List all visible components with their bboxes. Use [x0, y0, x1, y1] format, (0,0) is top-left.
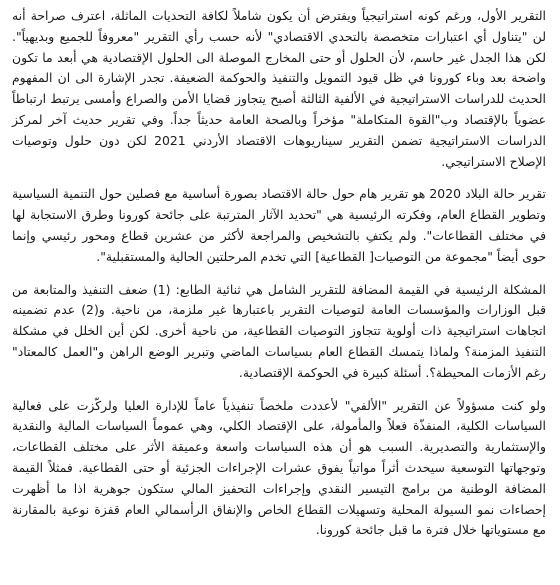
article-paragraph-1: التقرير الأول، ورغم كونه استراتيجياً ويفترض أن يكون شاملاً لكافة التحديات الماثلة، اعترف صراحة أنه لن "يتناول أي اعتبارات متخصصة بالتحدي الاقتصادي" لأنه حسب رأي التقرير "معروفاً للجميع وبديهياً". لكن هذا الجدل غير حاسم، لأن الحلول أو حتى المخارج الموصلة الى الحلول الإقتصادية هي أبعد ما تكون واضحة بعد وباء كورونا في ظل قيود التمويل والتنفيذ والحوكمة الضعيفة. تجدر الإشارة الى ان المفهوم الحديث للدراسات الاستراتيجية في الألفية الثالثة أصبح يتجاوز قضايا الأمن والصراع وأمسى يرتبط ارتباطاً عضوياً بالإقتصاد وب"القوة المتكاملة" مؤخراً وبالصحة العامة حديثاً جداً. وفي تقرير حديث آخر لمركز الدراسات الاستراتيجية تضمن التقرير سيناريوهات الاقتصاد الأردني 2021 لكن دون حلول وتوصيات الإصلاح الاستراتيجي.	[12, 8, 546, 169]
article-paragraph-2: تقرير حالة البلاد 2020 هو تقرير هام حول حالة الاقتصاد بصورة أساسية مع فصلين حول التنمية السياسية وتطوير القطاع العام، وفكرته الرئيسية هي "تحديد الآثار المترتبة على جائحة كورونا وطرق الاستجابة لها في مختلف القطاعات". ولم يكتفِ بالتشخيص والمراجعة لأكثر من عشرين قطاع ومحور رئيسي وإنما حوى أيضاً "مجموعة من التوصيات[ القطاعية] التي تخدم المرحلتين الحالية والمستقبلية".	[12, 186, 547, 264]
article-paragraph-3: المشكلة الرئيسية في القيمة المضافة للتقرير الشامل هي ثنائية الطابع: (1) ضعف التنفيذ والمتابعة من قبل الوزارات والمؤسسات العامة لتوصيات التقرير باعتبارها غير ملزمة، من ناحية. و(2) عدم تضمينه اتجاهات استراتيجية ذات أولوية تتجاوز التوصيات القطاعية، من ناحية أخرى. لكن أين الخلل في مشكلة التنفيذ المزمنة؟ ولماذا يتمسك القطاع العام بسياسات الماضي وتبرير الوضع الراهن و"العمل كالمعتاد" رغم الأزمات المحيطة؟. أسئلة كبيرة في الحوكمة الإقتصادية.	[12, 281, 546, 380]
article-paragraph-4: ولو كنت مسؤولاً عن التقرير "الألفي" لأعددت ملخصاً تنفيذياً عاماً للإدارة العليا ولركّزت على فعالية السياسات الكلية، المنفذّة فعلاً والمأمولة، على الإقتصاد الكلي، وهي عموماً السياسات المالية والنقدية والإستثمارية والتصديرية. السبب هو أن هذه السياسات واسعة وعميقة الأثر على مختلف القطاعات، وتوجهاتها التوسعية سيحدث أثراً مواتياً يفوق عشرات الإجراءات الجزئية أو حتى القطاعية. فمثلاً القيمة المضافة الوطنية من برامج التيسير النقدي وإجراءات التحفيز المالي ستكون جوهرية اذا ما أظهرت إحصاءات نمو السيولة المحلية وتسهيلات القطاع الخاص والإنفاق الرأسمالي العام قفزة نوعية بالمقارنة مع مستوياتها خلال فترة ما قبل جائحة كورونا.	[12, 397, 546, 538]
